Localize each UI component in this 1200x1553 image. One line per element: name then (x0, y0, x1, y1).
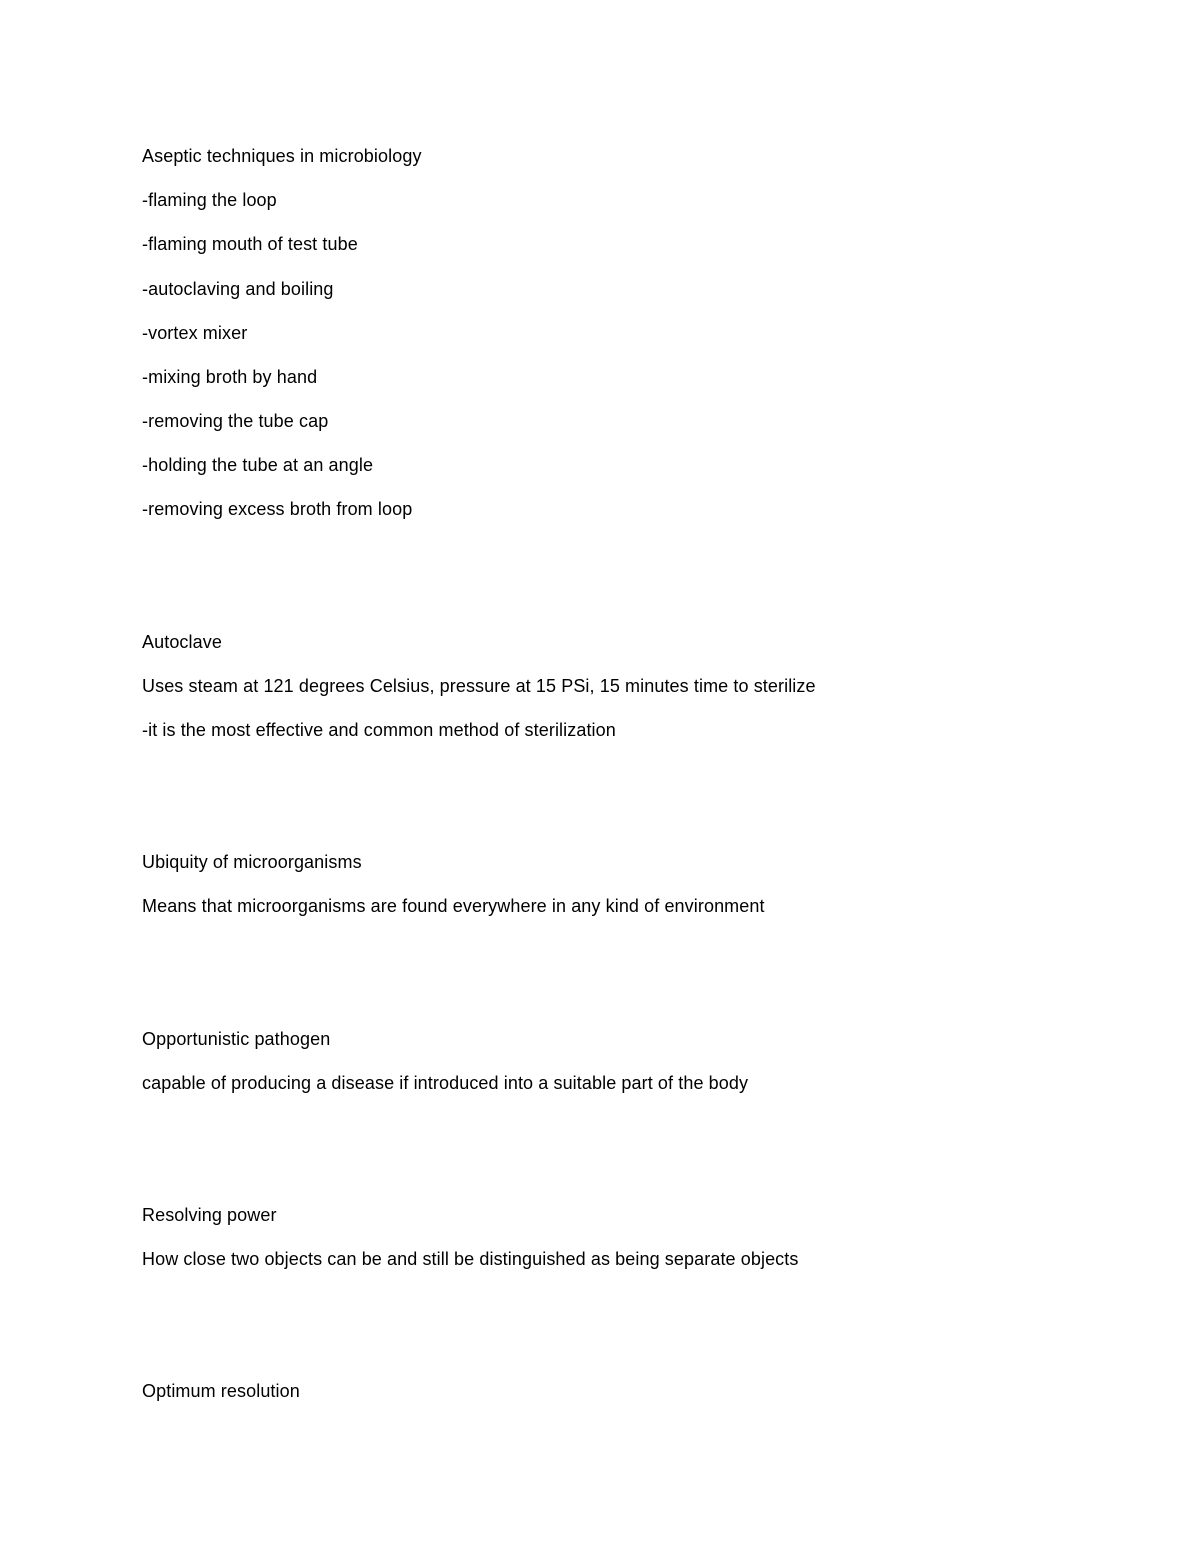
section-heading: Ubiquity of microorganisms (142, 852, 362, 872)
body-text: capable of producing a disease if introduced into a suitable part of the body (142, 1073, 749, 1093)
body-text: Means that microorganisms are found everywhere in any kind of environment (142, 896, 765, 916)
list-item: -vortex mixer (142, 323, 248, 343)
list-item: -removing the tube cap (142, 411, 329, 431)
body-text: How close two objects can be and still be distinguished as being separate objects (142, 1249, 799, 1269)
body-text: Uses steam at 121 degrees Celsius, pressure at 15 PSi, 15 minutes time to sterilize (142, 676, 816, 696)
body-text: -it is the most effective and common method of sterilization (142, 720, 616, 740)
section-heading: Aseptic techniques in microbiology (142, 146, 422, 166)
section-heading: Autoclave (142, 632, 222, 652)
list-item: -autoclaving and boiling (142, 279, 334, 299)
list-item: -flaming mouth of test tube (142, 234, 358, 254)
section-heading: Optimum resolution (142, 1381, 300, 1401)
list-item: -removing excess broth from loop (142, 499, 413, 519)
section-heading: Opportunistic pathogen (142, 1029, 331, 1049)
list-item: -holding the tube at an angle (142, 455, 374, 475)
list-item: -mixing broth by hand (142, 367, 318, 387)
list-item: -flaming the loop (142, 190, 277, 210)
section-heading: Resolving power (142, 1205, 277, 1225)
